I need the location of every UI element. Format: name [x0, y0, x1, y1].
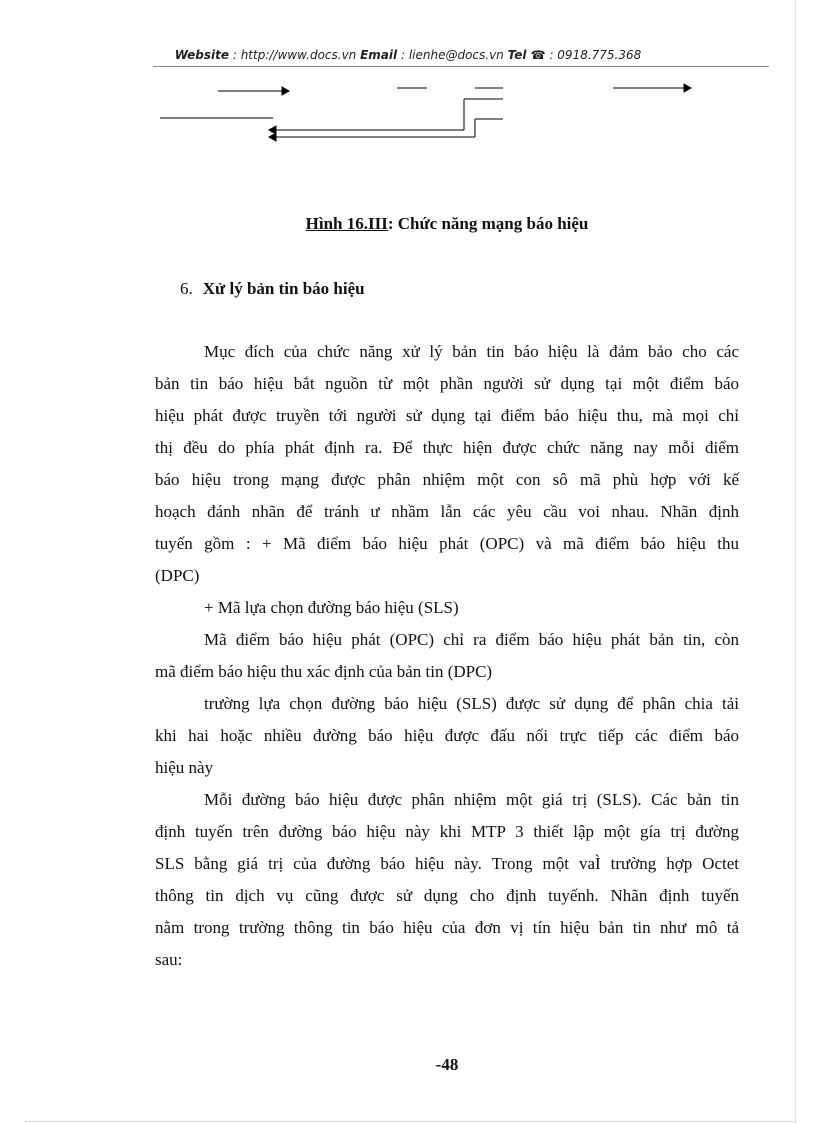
section-title: Xử lý bản tin báo hiệu	[202, 279, 365, 298]
section-heading	[180, 279, 365, 299]
figure-label: Hình 16.III	[305, 214, 388, 233]
paragraph-line: tuyến gồm : + Mã điểm báo hiệu phát (OPC) và mã điểm báo hiệu thu	[155, 534, 739, 553]
paragraph-line: hiệu này	[155, 758, 214, 777]
section-number: 6.	[180, 279, 193, 298]
paragraph-line: báo hiệu trong mạng được phân nhiệm một con sô mã phù hợp với kế	[155, 470, 739, 489]
page-number: -48	[435, 1055, 459, 1074]
tel-value: : 0918.775.368	[545, 48, 642, 62]
paragraph-line: thị đều do phía phát định ra. Để thực hiện được chức năng nay mỗi điểm	[155, 438, 739, 457]
right-divider	[795, 0, 796, 1123]
signaling-network-diagram	[0, 70, 816, 150]
paragraph-line: hoạch đánh nhãn để tránh ư nhầm lẫn các yêu cầu voi nhau. Nhãn định	[155, 502, 739, 521]
paragraph-line: bản tin báo hiệu bắt nguồn từ một phần người sử dụng tại một điểm báo	[155, 374, 739, 393]
tel-label: Tel ☎	[507, 48, 546, 62]
arrowhead-left-9	[269, 133, 276, 141]
paragraph-line: (DPC)	[155, 566, 200, 585]
website-value: : http://www.docs.vn	[229, 48, 361, 62]
figure-caption	[0, 214, 816, 234]
paragraph-line: SLS bằng giá trị của đường báo hiệu này. Trong một vaÌ trường hợp Octet	[155, 854, 739, 873]
paragraph-line: sau:	[155, 950, 183, 969]
paragraph-line: Mã điểm báo hiệu phát (OPC) chỉ ra điểm báo hiệu phát bản tin, còn	[204, 630, 739, 649]
email-value: : lienhe@docs.vn	[397, 48, 508, 62]
paragraph-line: Mỗi đường báo hiệu được phân nhiệm một giá trị (SLS). Các bản tin	[204, 790, 739, 809]
website-label: Website	[174, 48, 230, 62]
paragraph-line: khi hai hoặc nhiều đường báo hiệu được đấu nối trực tiếp các điểm báo	[155, 726, 739, 745]
paragraph-line: thông tin dịch vụ cũng được sử dụng cho định tuyếnh. Nhãn định tuyến	[155, 886, 739, 905]
arrowhead-right-1	[282, 87, 289, 95]
paragraph-line: mã điểm báo hiệu thu xác định của bản tin (DPC)	[155, 662, 493, 681]
paragraph-line: nằm trong trường thông tin báo hiệu của đơn vị tín hiệu bản tin như mô tả	[155, 918, 739, 937]
figure-caption-text: : Chức năng mạng báo hiệu	[387, 214, 589, 233]
bottom-divider	[25, 1121, 795, 1122]
email-label: Email	[360, 48, 398, 62]
paragraph-line: định tuyến trên đường báo hiệu này khi MTP 3 thiết lập một gía trị đường	[155, 822, 739, 841]
page-header	[0, 48, 816, 62]
paragraph-line: + Mã lựa chọn đường báo hiệu (SLS)	[204, 598, 459, 617]
header-divider	[153, 66, 769, 67]
paragraph-line: Mục đích của chức năng xử lý bản tin báo hiệu là đảm bảo cho các	[204, 342, 739, 361]
arrowhead-left-7	[269, 126, 276, 134]
paragraph-line: trường lựa chọn đường báo hiệu (SLS) được sử dụng để phân chia tải	[204, 694, 739, 713]
paragraph-line: hiệu phát được truyền tới người sử dụng tại điểm báo hiệu thu, mà mọi chỉ	[155, 406, 739, 425]
arrowhead-right-4	[684, 84, 691, 92]
